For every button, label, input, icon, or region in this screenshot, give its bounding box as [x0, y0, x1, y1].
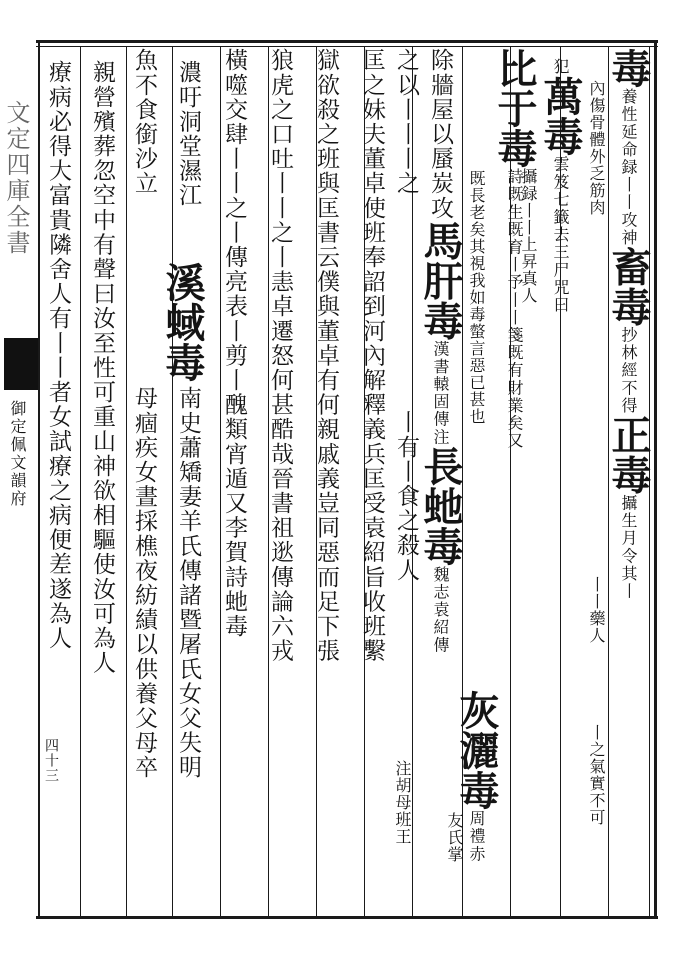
body-text: 之以丨丨丨之: [393, 48, 419, 196]
annotation: 丨丨藥人: [587, 576, 606, 644]
annotation: 雲笈七籤去三尸咒曰: [551, 155, 570, 315]
headword: 比于毒: [491, 48, 538, 168]
text-column-2: [588, 80, 604, 826]
body-text: 除牆屋以蜃炭攻: [427, 48, 453, 221]
text-column-15b: [132, 386, 155, 780]
text-column-8: [417, 48, 464, 654]
text-column-15: [132, 48, 155, 196]
annotation: 詩既生既育丨予丨丨箋既有財業矣又: [505, 168, 524, 450]
right-border-outer: [654, 40, 657, 919]
annotation: 犯: [551, 58, 570, 76]
body-text: 匡之妹夫董卓使班奉詔到河內解釋義兵匡受袁紹旨收班繫: [359, 48, 385, 663]
top-border-inner: [36, 46, 658, 47]
margin-black-tab: [4, 338, 38, 390]
text-column-14c: [176, 386, 199, 780]
headword: 畜毒: [605, 246, 652, 327]
margin-book-title: 御定佩文韻府: [8, 400, 27, 508]
text-column-12: [268, 48, 291, 663]
text-column-13: [222, 48, 245, 638]
text-column-9c: [394, 760, 410, 845]
margin-upper-title: 文定四庫全書: [2, 100, 30, 256]
annotation: 友氏掌: [445, 812, 464, 863]
column-rule: [126, 46, 127, 918]
text-column-14: [176, 60, 199, 208]
text-column-14b: [159, 262, 206, 382]
annotation: 周禮赤: [467, 810, 486, 863]
annotation: 丨之氣實不可: [587, 724, 606, 826]
body-text: 親營殯葬忽空中有聲曰汝至性可重山神欲相驅使汝可為人: [89, 60, 115, 675]
text-column-6: [468, 170, 484, 425]
body-text: 母痼疾女晝採樵夜紡績以供養父母卒: [131, 386, 157, 780]
annotation: 養性延命録丨丨攻神: [619, 88, 638, 247]
column-rule: [80, 46, 81, 918]
headword: 毒: [605, 48, 652, 88]
annotation: 漢書轅固傳注: [431, 340, 450, 446]
body-text: 濃吁洞堂濕江: [175, 60, 201, 208]
headword: 灰灑毒: [453, 690, 500, 810]
body-text: 獄欲殺之班與匡書云僕與董卓有何親戚義豈同惡而足下張: [313, 48, 339, 663]
text-column-3: [537, 58, 584, 315]
headword: 正毒: [605, 414, 652, 495]
text-column-10: [360, 48, 383, 663]
annotation: 內傷骨體外乏筋肉: [587, 80, 606, 216]
body-text: 橫噬交肆丨丨之丨傳亮表丨剪丨醜類宵遁又李賀詩虵毒: [221, 48, 247, 639]
annotation: 攝生月令其丨: [619, 494, 638, 601]
headword: 萬毒: [537, 75, 584, 156]
headword: 長虵毒: [417, 445, 464, 566]
text-column-17: [46, 60, 69, 650]
annotation: 攝録丨丨上昇真人: [519, 168, 538, 304]
top-border-outer: [36, 40, 658, 43]
column-rule: [172, 46, 173, 918]
text-column-16: [90, 60, 113, 675]
text-column-5: [491, 48, 538, 450]
text-column-11: [314, 48, 337, 663]
body-text: 療病必得大富貴隣舍人有丨丨者女試療之病便差遂為人: [45, 60, 71, 651]
body-text: 魚不食銜沙立: [131, 48, 157, 196]
body-text: 南史蕭矯妻羊氏傳諸暨屠氏女父失明: [175, 386, 201, 780]
annotation: 注胡母班王: [393, 760, 412, 845]
annotation: 抄林經不得: [619, 326, 638, 415]
text-column-1: [605, 48, 652, 601]
annotation: 魏志袁紹傳: [431, 565, 450, 654]
text-column-7: [446, 812, 462, 863]
bottom-border: [36, 916, 658, 919]
annotation: 既長老矣其視我如毒螫言惡已甚也: [467, 170, 486, 425]
headword: 溪蜮毒: [159, 262, 206, 382]
margin-strip: [0, 48, 40, 918]
page-number: 四十三: [43, 738, 59, 783]
text-column-9b: [394, 410, 417, 582]
headword: 馬肝毒: [417, 220, 464, 341]
body-text: 丨有丨食之殺人: [393, 410, 419, 583]
body-text: 狼虎之口吐丨丨之丨恚卓遷怒何甚酷哉晉書祖逖傳論六戎: [267, 48, 293, 663]
text-column-9: [394, 48, 417, 196]
